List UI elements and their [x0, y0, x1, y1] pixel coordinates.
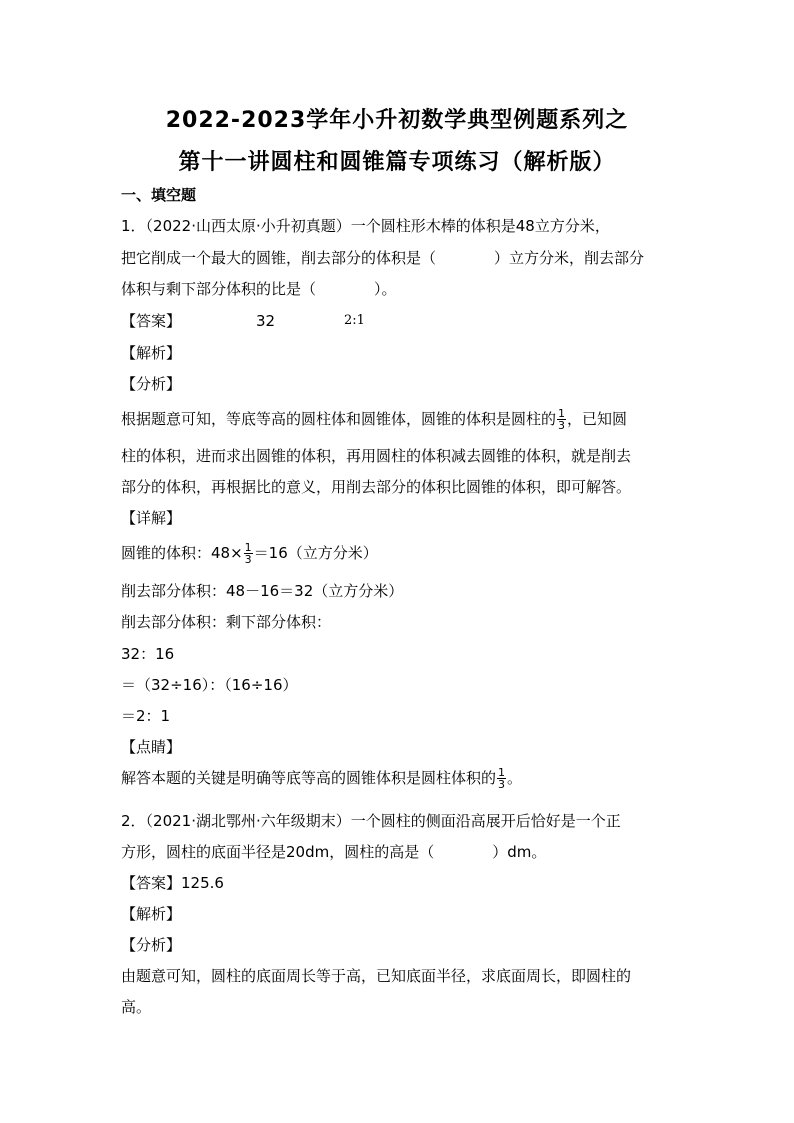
q1-calc-3: 削去部分体积：剩下部分体积： [121, 613, 332, 631]
fraction-one-third [497, 767, 506, 790]
q1-calc-4: 32：16 [121, 645, 175, 663]
q2-fenxi-line-1: 由题意可知，圆柱的底面周长等于高，已知底面半径，求底面周长，即圆柱的 [121, 967, 632, 985]
q1-stem-line-3-b: ）。 [374, 280, 397, 298]
q1-dianjing-b: 。 [507, 769, 523, 787]
fraction-denominator: 3 [244, 553, 252, 566]
q1-xiangjie-label: 【详解】 [121, 509, 182, 527]
page-title-line-1: 2022-2023学年小升初数学典型例题系列之 [165, 108, 629, 133]
q1-fenxi-line-1-a: 根据题意可知，等底等高的圆柱体和圆锥体，圆锥的体积是圆柱的 [121, 410, 557, 428]
fraction-denominator: 3 [558, 419, 566, 432]
q1-stem-line-1: 1．（2022·山西太原·小升初真题）一个圆柱形木棒的体积是48立方分米， [121, 217, 610, 235]
fraction-numerator: 1 [244, 541, 252, 554]
q1-fenxi-line-2: 柱的体积，进而求出圆锥的体积，再用圆柱的体积减去圆锥的体积，就是削去 [121, 447, 632, 465]
q2-answer-value: 125.6 [181, 874, 224, 892]
q1-stem-line-3 [121, 279, 397, 299]
q2-answer-label: 【答案】 [121, 874, 182, 892]
q1-calc-1-b: ＝16（立方分米） [253, 544, 378, 562]
q1-calc-5: ＝（32÷16）：（16÷16） [121, 676, 298, 694]
fraction-one-third [244, 542, 253, 565]
q2-stem-line-2 [121, 842, 546, 862]
q1-fenxi-line-3: 部分的体积，再根据比的意义，用削去部分的体积比圆锥的体积，即可解答。 [121, 478, 632, 496]
q1-fenxi-label: 【分析】 [121, 375, 182, 393]
q1-stem-line-2 [121, 248, 644, 268]
page-title-line-2: 第十一讲圆柱和圆锥篇专项练习（解析版） [178, 150, 616, 175]
q1-calc-1-a: 圆锥的体积：48× [121, 544, 243, 562]
q1-calc-6: ＝2：1 [121, 707, 171, 725]
q1-answer-1: 32 [256, 312, 276, 330]
fraction-one-third [557, 408, 566, 431]
q1-dianjing-text [121, 764, 522, 792]
q1-dianjing-a: 解答本题的关键是明确等底等高的圆锥体积是圆柱体积的 [121, 769, 497, 787]
q1-calc-2: 削去部分体积：48－16＝32（立方分米） [121, 582, 404, 600]
q1-fenxi-line-1-b: ，已知圆 [567, 410, 628, 428]
q1-stem-line-3-a: 体积与剩下部分体积的比是（ [121, 280, 317, 298]
q2-stem-line-2-b: ）dm。 [492, 843, 547, 861]
q2-fenxi-label: 【分析】 [121, 936, 182, 954]
q1-calc-1 [121, 539, 378, 567]
q1-jiexi-label: 【解析】 [121, 344, 182, 362]
q2-stem-line-2-a: 方形，圆柱的底面半径是20dm，圆柱的高是（ [121, 843, 435, 861]
q2-stem-line-1: 2．（2021·湖北鄂州·六年级期末）一个圆柱的侧面沿高展开后恰好是一个正 [121, 812, 621, 830]
q1-dianjing-label: 【点睛】 [121, 738, 182, 756]
q2-jiexi-label: 【解析】 [121, 905, 182, 923]
q1-fenxi-line-1 [121, 405, 627, 433]
fraction-numerator: 1 [558, 407, 566, 420]
q1-answer-label: 【答案】 [121, 312, 182, 330]
q2-answer [121, 873, 224, 893]
fraction-denominator: 3 [498, 778, 506, 791]
q1-answer-2: 2:1 [344, 313, 365, 328]
q1-stem-line-2-a: 把它削成一个最大的圆锥，削去部分的体积是（ [121, 249, 437, 267]
section-heading: 一、填空题 [121, 186, 197, 204]
q1-stem-line-2-b: ）立方分米，削去部分 [494, 249, 645, 267]
q2-fenxi-line-2: 高。 [121, 998, 152, 1016]
fraction-numerator: 1 [498, 766, 506, 779]
